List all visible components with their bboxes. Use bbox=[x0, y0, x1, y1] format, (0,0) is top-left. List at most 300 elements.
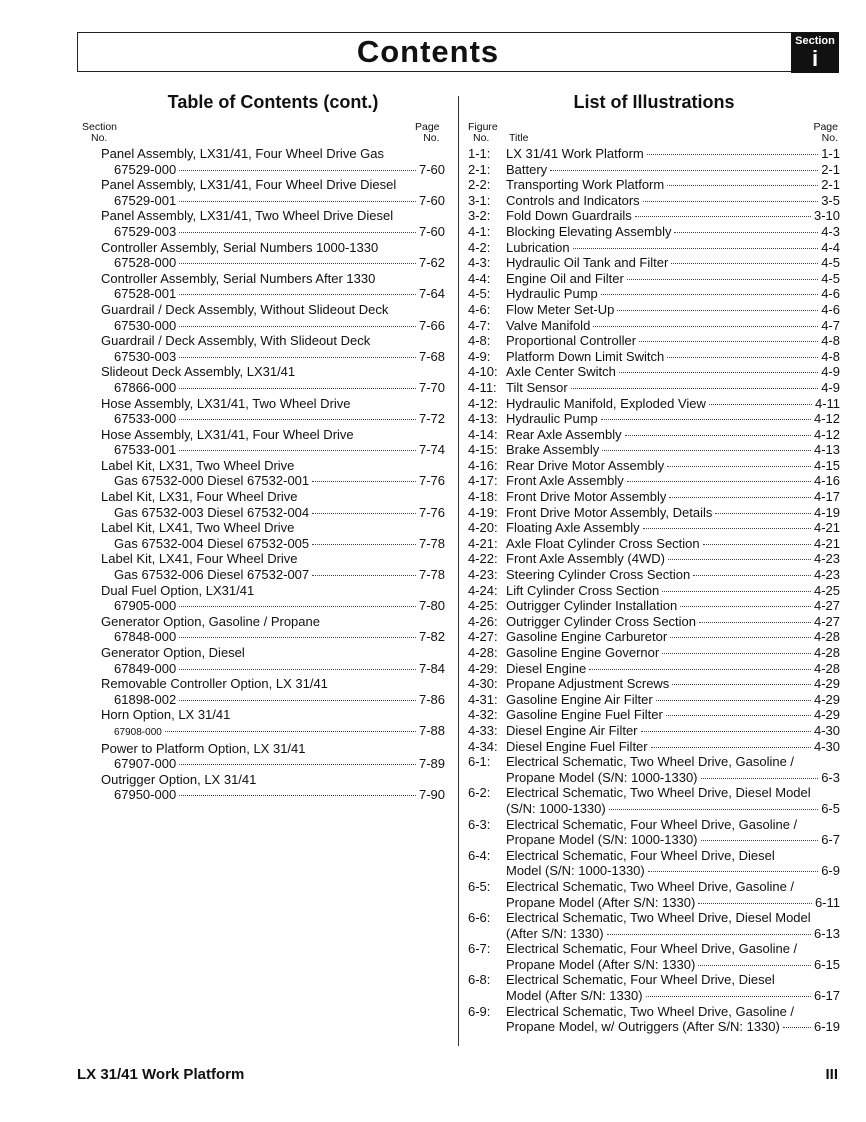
figure-number: 2-2: bbox=[468, 177, 491, 193]
dot-leader bbox=[179, 606, 416, 607]
figure-title: Hydraulic Manifold, Exploded View bbox=[506, 395, 706, 411]
illustration-entry[interactable] bbox=[468, 458, 840, 474]
illustration-entry[interactable] bbox=[468, 1004, 840, 1035]
illustration-entry[interactable] bbox=[468, 271, 840, 287]
dot-leader bbox=[703, 544, 811, 545]
toc-entry-title: Panel Assembly, LX31/41, Four Wheel Drive Gas bbox=[101, 146, 384, 161]
toc-entry-part-number: Gas 67532-003 Diesel 67532-004 bbox=[114, 504, 310, 520]
figure-number: 4-14: bbox=[468, 426, 498, 442]
toc-entry-part-number: 67907-000 bbox=[114, 756, 177, 772]
dot-leader bbox=[619, 372, 818, 373]
figure-page: 4-21 bbox=[813, 535, 840, 551]
figure-number: 6-9: bbox=[468, 1003, 491, 1019]
figure-page: 4-13 bbox=[813, 442, 840, 458]
illustration-entry[interactable] bbox=[468, 785, 840, 816]
toc-entry[interactable] bbox=[101, 645, 445, 676]
figure-number: 4-26: bbox=[468, 613, 498, 629]
figure-number: 4-24: bbox=[468, 582, 498, 598]
illustration-entry[interactable] bbox=[468, 583, 840, 599]
dot-leader bbox=[179, 170, 416, 171]
section-badge bbox=[791, 32, 839, 73]
figure-page: 2-1 bbox=[821, 161, 840, 177]
dot-leader bbox=[179, 357, 416, 358]
figure-number: 4-34: bbox=[468, 738, 498, 754]
figure-page: 4-28 bbox=[813, 629, 840, 645]
figure-number: 4-29: bbox=[468, 660, 498, 676]
dot-leader bbox=[648, 871, 818, 872]
dot-leader bbox=[550, 170, 818, 171]
figure-number: 4-1: bbox=[468, 223, 491, 239]
toc-entry-page: 7-80 bbox=[418, 598, 445, 614]
dot-leader bbox=[573, 248, 819, 249]
dot-leader bbox=[165, 731, 416, 732]
toc-entry[interactable] bbox=[101, 208, 445, 239]
dot-leader bbox=[571, 388, 819, 389]
figure-title: Electrical Schematic, Four Wheel Drive, Diesel bbox=[506, 847, 775, 863]
figure-page: 4-16 bbox=[813, 473, 840, 489]
illustration-entry[interactable] bbox=[468, 333, 840, 349]
dot-leader bbox=[698, 965, 811, 966]
toc-entry-part-number: Gas 67532-006 Diesel 67532-007 bbox=[114, 567, 310, 583]
figure-page: 4-29 bbox=[813, 691, 840, 707]
toc-entry[interactable] bbox=[101, 333, 445, 364]
toc-entry-title: Guardrail / Deck Assembly, With Slideout Deck bbox=[101, 333, 371, 349]
dot-leader bbox=[662, 591, 811, 592]
figure-number: 4-31: bbox=[468, 691, 498, 707]
figure-title: Diesel Engine bbox=[506, 660, 587, 676]
figure-page: 4-8 bbox=[821, 348, 840, 364]
toc-entry-page: 7-78 bbox=[418, 567, 445, 583]
toc-entry-part-number: 67529-003 bbox=[114, 223, 177, 239]
dot-leader bbox=[593, 326, 818, 327]
figure-title: Tilt Sensor bbox=[506, 379, 568, 395]
figure-title-continued: (After S/N: 1330) bbox=[506, 925, 604, 941]
toc-entry-title: Horn Option, LX 31/41 bbox=[101, 707, 231, 723]
dot-leader bbox=[669, 497, 811, 498]
toc-entry-page: 7-60 bbox=[418, 223, 445, 239]
dot-leader bbox=[656, 700, 811, 701]
header-box bbox=[77, 32, 839, 72]
figure-page: 4-21 bbox=[813, 520, 840, 536]
illustration-entry[interactable] bbox=[468, 567, 840, 583]
figure-number: 4-21: bbox=[468, 535, 498, 551]
figure-title: Hydraulic Oil Tank and Filter bbox=[506, 255, 669, 271]
illustration-entry[interactable] bbox=[468, 645, 840, 661]
figure-number: 6-8: bbox=[468, 972, 491, 988]
dot-leader bbox=[670, 637, 811, 638]
toc-heading: Table of Contents (cont.) bbox=[167, 92, 379, 112]
figure-page: 4-4 bbox=[821, 239, 840, 255]
illustration-entry[interactable] bbox=[468, 380, 840, 396]
figure-number: 4-9: bbox=[468, 348, 491, 364]
toc-entry-page: 7-70 bbox=[418, 379, 445, 395]
figure-number: 4-19: bbox=[468, 504, 498, 520]
toc-entry[interactable] bbox=[101, 520, 445, 551]
figure-title: Front Drive Motor Assembly, Details bbox=[506, 504, 713, 520]
toc-entry[interactable] bbox=[101, 772, 445, 803]
dot-leader bbox=[602, 450, 811, 451]
figure-page: 1-1 bbox=[821, 146, 840, 161]
figure-page: 4-27 bbox=[813, 598, 840, 614]
figure-title: Lift Cylinder Cross Section bbox=[506, 582, 660, 598]
toc-entry-part-number: 61898-002 bbox=[114, 691, 177, 707]
toc-entry-title: Power to Platform Option, LX 31/41 bbox=[101, 740, 306, 756]
toc-entry[interactable] bbox=[101, 676, 445, 707]
toc-entry[interactable] bbox=[101, 302, 445, 333]
illustration-entry[interactable] bbox=[468, 817, 840, 848]
illustration-page-header: Page No. bbox=[813, 121, 838, 144]
illustration-entry[interactable] bbox=[468, 473, 840, 489]
toc-entry-part-number: 67530-000 bbox=[114, 317, 177, 333]
figure-page: 3-5 bbox=[821, 192, 840, 208]
toc-entry-part-number: 67533-001 bbox=[114, 442, 177, 458]
illustration-entry[interactable] bbox=[468, 551, 840, 567]
toc-entry-part-number: 67529-000 bbox=[114, 161, 177, 177]
figure-title: Diesel Engine Air Filter bbox=[506, 722, 638, 738]
figure-no-header: Figure No. bbox=[468, 121, 498, 144]
figure-title-continued: Model (S/N: 1000-1330) bbox=[506, 863, 645, 879]
illustration-entry[interactable] bbox=[468, 676, 840, 692]
toc-list bbox=[101, 146, 445, 803]
toc-entry-title: Panel Assembly, LX31/41, Four Wheel Drive Diesel bbox=[101, 177, 397, 193]
figure-number: 4-5: bbox=[468, 286, 491, 302]
toc-entry[interactable] bbox=[101, 271, 445, 302]
dot-leader bbox=[680, 606, 811, 607]
toc-entry[interactable] bbox=[101, 146, 445, 177]
illustration-entry[interactable] bbox=[468, 489, 840, 505]
dot-leader bbox=[674, 232, 818, 233]
figure-page: 4-12 bbox=[813, 411, 840, 427]
figure-title: Electrical Schematic, Four Wheel Drive, Gasoline / bbox=[506, 941, 798, 957]
illustration-entry[interactable] bbox=[468, 255, 840, 271]
illustration-entry[interactable] bbox=[468, 661, 840, 677]
dot-leader bbox=[607, 934, 811, 935]
figure-title: Axle Center Switch bbox=[506, 364, 616, 380]
figure-page: 6-7 bbox=[821, 832, 840, 848]
toc-entry-page: 7-72 bbox=[418, 411, 445, 427]
figure-page: 4-9 bbox=[821, 379, 840, 395]
dot-leader bbox=[312, 513, 416, 514]
dot-leader bbox=[666, 715, 811, 716]
toc-entry-page: 7-84 bbox=[418, 660, 445, 676]
toc-entry-part-number: 67528-000 bbox=[114, 255, 177, 271]
illustration-entry[interactable] bbox=[468, 629, 840, 645]
figure-page: 4-5 bbox=[821, 270, 840, 286]
figure-title: Engine Oil and Filter bbox=[506, 270, 624, 286]
illustration-entry[interactable] bbox=[468, 723, 840, 739]
dot-leader bbox=[179, 764, 416, 765]
toc-entry-title: Generator Option, Gasoline / Propane bbox=[101, 613, 320, 629]
figure-title: Gasoline Engine Carburetor bbox=[506, 629, 668, 645]
figure-title: Gasoline Engine Air Filter bbox=[506, 691, 653, 707]
figure-number: 4-10: bbox=[468, 364, 498, 380]
dot-leader bbox=[667, 185, 818, 186]
figure-page: 4-29 bbox=[813, 676, 840, 692]
illustration-entry[interactable] bbox=[468, 598, 840, 614]
dot-leader bbox=[647, 154, 818, 155]
dot-leader bbox=[312, 481, 416, 482]
figure-page: 4-23 bbox=[813, 567, 840, 583]
toc-entry-part-number: Gas 67532-004 Diesel 67532-005 bbox=[114, 535, 310, 551]
figure-page: 4-27 bbox=[813, 613, 840, 629]
toc-entry-page: 7-66 bbox=[418, 317, 445, 333]
figure-page: 4-7 bbox=[821, 317, 840, 333]
dot-leader bbox=[641, 731, 811, 732]
figure-number: 4-4: bbox=[468, 270, 491, 286]
figure-title: Proportional Controller bbox=[506, 333, 637, 349]
illustration-entry[interactable] bbox=[468, 349, 840, 365]
toc-entry[interactable] bbox=[101, 551, 445, 582]
toc-entry-title: Dual Fuel Option, LX31/41 bbox=[101, 582, 255, 598]
toc-entry[interactable] bbox=[101, 364, 445, 395]
footer-page-number: III bbox=[825, 1066, 838, 1083]
illustration-entry[interactable] bbox=[468, 411, 840, 427]
toc-entry-part-number: 67849-000 bbox=[114, 660, 177, 676]
figure-page: 6-5 bbox=[821, 800, 840, 816]
figure-page: 4-19 bbox=[813, 504, 840, 520]
toc-entry-part-number: 67905-000 bbox=[114, 598, 177, 614]
dot-leader bbox=[179, 326, 416, 327]
figure-number: 6-2: bbox=[468, 785, 491, 801]
figure-title: Diesel Engine Fuel Filter bbox=[506, 738, 648, 754]
toc-entry-title: Controller Assembly, Serial Numbers 1000-1330 bbox=[101, 239, 379, 255]
figure-page: 6-17 bbox=[813, 988, 840, 1004]
dot-leader bbox=[179, 637, 416, 638]
figure-page: 6-19 bbox=[813, 1019, 840, 1035]
dot-leader bbox=[179, 232, 416, 233]
toc-entry[interactable] bbox=[101, 240, 445, 271]
dot-leader bbox=[312, 575, 416, 576]
toc-entry[interactable] bbox=[101, 427, 445, 458]
illustration-entry[interactable] bbox=[468, 972, 840, 1003]
toc-entry[interactable] bbox=[101, 458, 445, 489]
illustration-entry[interactable] bbox=[468, 193, 840, 209]
illustration-entry[interactable] bbox=[468, 427, 840, 443]
figure-page: 4-23 bbox=[813, 551, 840, 567]
illustration-entry[interactable] bbox=[468, 848, 840, 879]
figure-title: Transporting Work Platform bbox=[506, 177, 665, 193]
figure-title: Steering Cylinder Cross Section bbox=[506, 567, 691, 583]
illustration-entry[interactable] bbox=[468, 692, 840, 708]
figure-page: 6-11 bbox=[814, 894, 840, 910]
figure-title: Rear Drive Motor Assembly bbox=[506, 457, 665, 473]
figure-number: 4-32: bbox=[468, 707, 498, 723]
toc-entry-page: 7-82 bbox=[418, 629, 445, 645]
toc-entry[interactable] bbox=[101, 614, 445, 645]
illustration-entry[interactable] bbox=[468, 754, 840, 785]
illustration-entry[interactable] bbox=[468, 536, 840, 552]
dot-leader bbox=[698, 903, 812, 904]
figure-title: Flow Meter Set-Up bbox=[506, 301, 615, 317]
dot-leader bbox=[709, 404, 812, 405]
toc-entry-title: Hose Assembly, LX31/41, Two Wheel Drive bbox=[101, 395, 351, 411]
illustration-entry[interactable] bbox=[468, 707, 840, 723]
figure-page: 4-6 bbox=[821, 301, 840, 317]
figure-page: 4-25 bbox=[813, 582, 840, 598]
dot-leader bbox=[701, 778, 819, 779]
dot-leader bbox=[179, 795, 416, 796]
figure-number: 6-4: bbox=[468, 847, 491, 863]
illustration-entry[interactable] bbox=[468, 442, 840, 458]
illustration-entry[interactable] bbox=[468, 739, 840, 755]
dot-leader bbox=[662, 653, 811, 654]
toc-entry[interactable] bbox=[101, 489, 445, 520]
figure-title-continued: Propane Model, w/ Outriggers (After S/N: 1330) bbox=[506, 1019, 780, 1035]
figure-number: 4-23: bbox=[468, 567, 498, 583]
figure-title-continued: Model (After S/N: 1330) bbox=[506, 988, 643, 1004]
figure-number: 4-16: bbox=[468, 457, 498, 473]
dot-leader bbox=[635, 216, 811, 217]
figure-number: 6-6: bbox=[468, 910, 491, 926]
dot-leader bbox=[312, 544, 416, 545]
figure-number: 4-22: bbox=[468, 551, 498, 567]
toc-entry-page: 7-88 bbox=[418, 722, 445, 738]
figure-title: Platform Down Limit Switch bbox=[506, 348, 665, 364]
figure-title: Front Axle Assembly (4WD) bbox=[506, 551, 665, 567]
figure-title-continued: Propane Model (After S/N: 1330) bbox=[506, 894, 696, 910]
footer-document-title: LX 31/41 Work Platform bbox=[77, 1066, 245, 1083]
page-title: Contents bbox=[356, 34, 500, 69]
toc-entry-page: 7-68 bbox=[418, 348, 445, 364]
toc-entry[interactable] bbox=[101, 396, 445, 427]
figure-title: Electrical Schematic, Four Wheel Drive, Gasoline / bbox=[506, 816, 798, 832]
figure-number: 1-1: bbox=[468, 146, 491, 161]
figure-title: Valve Manifold bbox=[506, 317, 591, 333]
figure-page: 2-1 bbox=[821, 177, 840, 193]
figure-title: Front Axle Assembly bbox=[506, 473, 624, 489]
illustrations-heading: List of Illustrations bbox=[573, 92, 735, 112]
figure-title-continued: Propane Model (S/N: 1000-1330) bbox=[506, 769, 698, 785]
illustration-entry[interactable] bbox=[468, 224, 840, 240]
figure-number: 4-28: bbox=[468, 645, 498, 660]
dot-leader bbox=[589, 669, 811, 670]
dot-leader bbox=[179, 294, 416, 295]
dot-leader bbox=[609, 809, 818, 810]
dot-leader bbox=[179, 201, 416, 202]
toc-entry-part-number: 67848-000 bbox=[114, 629, 177, 645]
illustration-entry[interactable] bbox=[468, 286, 840, 302]
figure-number: 6-1: bbox=[468, 754, 491, 770]
illustration-entry[interactable] bbox=[468, 396, 840, 412]
figure-title: Electrical Schematic, Two Wheel Drive, Gasoline / bbox=[506, 1003, 795, 1019]
illustration-entry[interactable] bbox=[468, 162, 840, 178]
figure-title: Gasoline Engine Fuel Filter bbox=[506, 707, 663, 723]
figure-title: Battery bbox=[506, 161, 548, 177]
illustration-entry[interactable] bbox=[468, 505, 840, 521]
figure-page: 4-28 bbox=[813, 660, 840, 676]
toc-entry-page: 7-60 bbox=[418, 192, 445, 208]
dot-leader bbox=[179, 388, 416, 389]
toc-entry-title: Guardrail / Deck Assembly, Without Slideout Deck bbox=[101, 301, 389, 317]
figure-page: 4-17 bbox=[813, 489, 840, 505]
figure-number: 4-18: bbox=[468, 489, 498, 505]
illustration-entry[interactable] bbox=[468, 240, 840, 256]
dot-leader bbox=[601, 294, 818, 295]
illustration-entry[interactable] bbox=[468, 520, 840, 536]
toc-entry-title: Label Kit, LX41, Four Wheel Drive bbox=[101, 551, 298, 567]
figure-number: 4-13: bbox=[468, 411, 498, 427]
illustration-entry[interactable] bbox=[468, 146, 840, 162]
figure-number: 4-11: bbox=[468, 379, 497, 395]
figure-number: 6-7: bbox=[468, 941, 491, 957]
illustration-entry[interactable] bbox=[468, 879, 840, 910]
figure-page: 4-28 bbox=[813, 645, 840, 660]
figure-number: 4-6: bbox=[468, 301, 491, 317]
toc-entry[interactable] bbox=[101, 707, 445, 740]
figure-title: Gasoline Engine Governor bbox=[506, 645, 660, 660]
toc-entry-part-number: 67528-001 bbox=[114, 286, 177, 302]
figure-title: Hydraulic Pump bbox=[506, 411, 598, 427]
illustration-entry[interactable] bbox=[468, 941, 840, 972]
figure-page: 4-15 bbox=[813, 457, 840, 473]
toc-entry-title: Controller Assembly, Serial Numbers After 1330 bbox=[101, 270, 376, 286]
dot-leader bbox=[639, 341, 818, 342]
figure-title: Electrical Schematic, Two Wheel Drive, Gasoline / bbox=[506, 878, 795, 894]
illustrations-list bbox=[468, 146, 840, 1035]
figure-title: Brake Assembly bbox=[506, 442, 600, 458]
figure-number: 4-20: bbox=[468, 520, 498, 536]
dot-leader bbox=[179, 700, 416, 701]
figure-page: 6-13 bbox=[813, 925, 840, 941]
figure-number: 4-12: bbox=[468, 395, 498, 411]
figure-page: 4-30 bbox=[813, 738, 840, 754]
figure-page: 4-6 bbox=[821, 286, 840, 302]
toc-entry-page: 7-62 bbox=[418, 255, 445, 271]
figure-number: 4-7: bbox=[468, 317, 491, 333]
toc-entry-page: 7-60 bbox=[418, 161, 445, 177]
illustration-entry[interactable] bbox=[468, 177, 840, 193]
figure-page: 4-5 bbox=[821, 255, 840, 271]
figure-page: 3-10 bbox=[813, 208, 840, 224]
figure-title: Blocking Elevating Assembly bbox=[506, 223, 672, 239]
figure-title: Electrical Schematic, Four Wheel Drive, Diesel bbox=[506, 972, 775, 988]
figure-page: 4-29 bbox=[813, 707, 840, 723]
toc-entry-title: Hose Assembly, LX31/41, Four Wheel Drive bbox=[101, 426, 354, 442]
figure-number: 6-5: bbox=[468, 878, 491, 894]
figure-number: 4-2: bbox=[468, 239, 491, 255]
dot-leader bbox=[667, 466, 811, 467]
figure-title-continued: (S/N: 1000-1330) bbox=[506, 800, 606, 816]
toc-entry-title: Label Kit, LX31, Two Wheel Drive bbox=[101, 457, 295, 473]
figure-title: Lubrication bbox=[506, 239, 570, 255]
toc-entry-page: 7-76 bbox=[418, 504, 445, 520]
dot-leader bbox=[601, 419, 811, 420]
figure-title: Floating Axle Assembly bbox=[506, 520, 640, 536]
toc-entry-page: 7-86 bbox=[418, 691, 445, 707]
illustration-entry[interactable] bbox=[468, 364, 840, 380]
toc-entry-page: 7-89 bbox=[418, 756, 445, 772]
toc-page-header: Page No. bbox=[415, 121, 440, 144]
figure-number: 4-15: bbox=[468, 442, 498, 458]
illustration-entry[interactable] bbox=[468, 318, 840, 334]
illustration-entry[interactable] bbox=[468, 910, 840, 941]
toc-entry-title: Outrigger Option, LX 31/41 bbox=[101, 771, 257, 787]
toc-entry[interactable] bbox=[101, 741, 445, 772]
toc-entry[interactable] bbox=[101, 177, 445, 208]
toc-entry-page: 7-78 bbox=[418, 535, 445, 551]
section-label: Section bbox=[795, 35, 835, 47]
toc-entry-part-number: 67866-000 bbox=[114, 379, 177, 395]
dot-leader bbox=[668, 559, 811, 560]
figure-page: 4-8 bbox=[821, 333, 840, 349]
figure-page: 6-9 bbox=[821, 863, 840, 879]
figure-title: Electrical Schematic, Two Wheel Drive, Gasoline / bbox=[506, 754, 795, 770]
dot-leader bbox=[643, 528, 811, 529]
illustration-entry[interactable] bbox=[468, 208, 840, 224]
illustration-entry[interactable] bbox=[468, 614, 840, 630]
illustration-entry[interactable] bbox=[468, 302, 840, 318]
toc-entry[interactable] bbox=[101, 583, 445, 614]
